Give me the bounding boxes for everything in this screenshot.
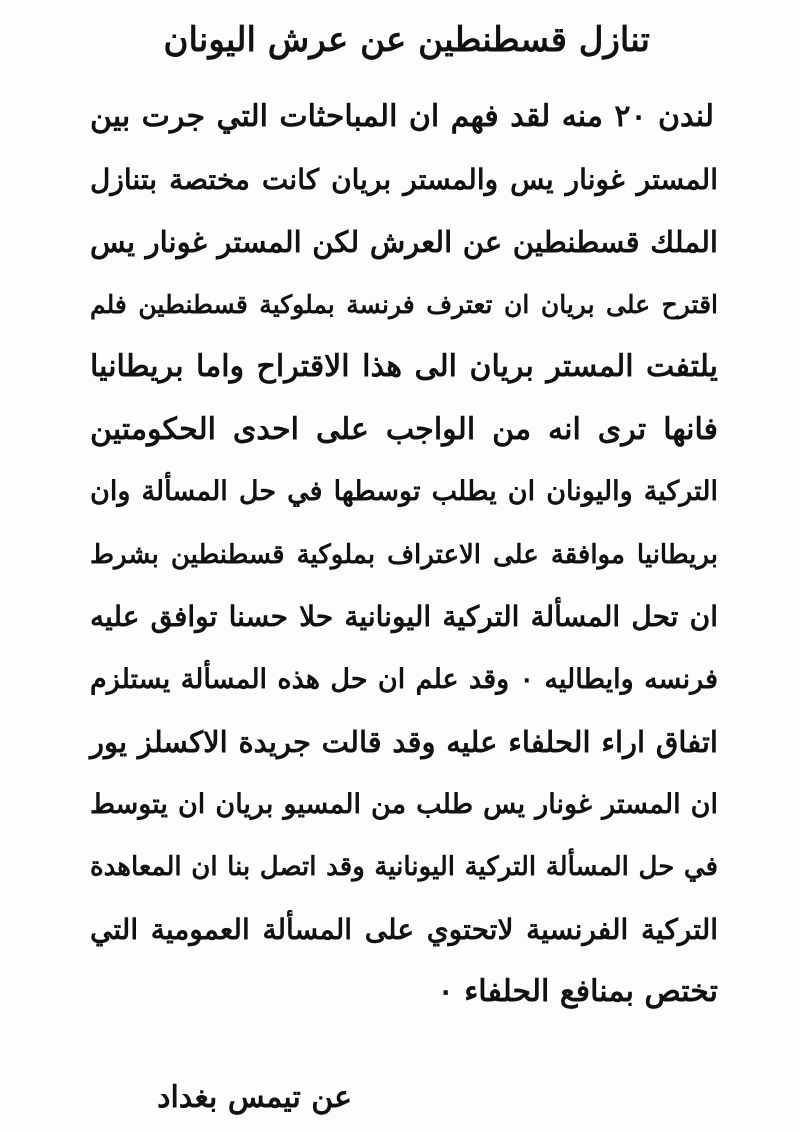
article-line-6: فانها ترى انه من الواجب على احدى الحكومتين xyxy=(90,411,718,447)
article-line-2: المستر غونار يس والمستر بريان كانت مختصة بتنازل xyxy=(90,162,718,196)
article-source: عن تيمس بغداد xyxy=(157,1080,352,1115)
article-line-15: تختص بمنافع الحلفاء ٠ xyxy=(437,974,718,1009)
article-line-7: التركية واليونان ان يطلب توسطها في حل المسألة وان xyxy=(90,476,718,507)
article-line-10: فرنسه وايطاليه ٠ وقد علم ان حل هذه المسألة يستلزم xyxy=(90,663,718,695)
article-headline: تنازل قسطنطين عن عرش اليونان xyxy=(163,20,650,60)
article-body xyxy=(90,86,718,1024)
article-line-4: اقترح على بريان ان تعترف فرنسة بملوكية قسطنطين فلم xyxy=(90,289,718,319)
article-line-5: يلتفت المستر بريان الى هذا الاقتراح واما بريطانيا xyxy=(90,349,718,384)
article-line-8: بريطانيا موافقة على الاعتراف بملوكية قسطنطين بشرط xyxy=(90,539,718,570)
article-line-1: لندن ٢٠ منه لقد فهم ان المباحثات التي جرت بين xyxy=(90,99,714,134)
article-line-9: ان تحل المسألة التركية اليونانية حلا حسنا توافق عليه xyxy=(90,600,718,633)
article-line-3: الملك قسطنطين عن العرش لكن المستر غونار يس xyxy=(90,225,718,259)
article-line-12: ان المستر غونار يس طلب من المسيو بريان ان يتوسط xyxy=(90,788,718,820)
article-line-11: اتفاق اراء الحلفاء عليه وقد قالت جريدة الاكسلز يور xyxy=(90,725,718,759)
article-line-14: التركية الفرنسية لاتحتوي على المسألة العمومية التي xyxy=(90,912,718,946)
article-line-13: في حل المسألة التركية اليونانية وقد اتصل بنا ان المعاهدة xyxy=(90,852,718,882)
